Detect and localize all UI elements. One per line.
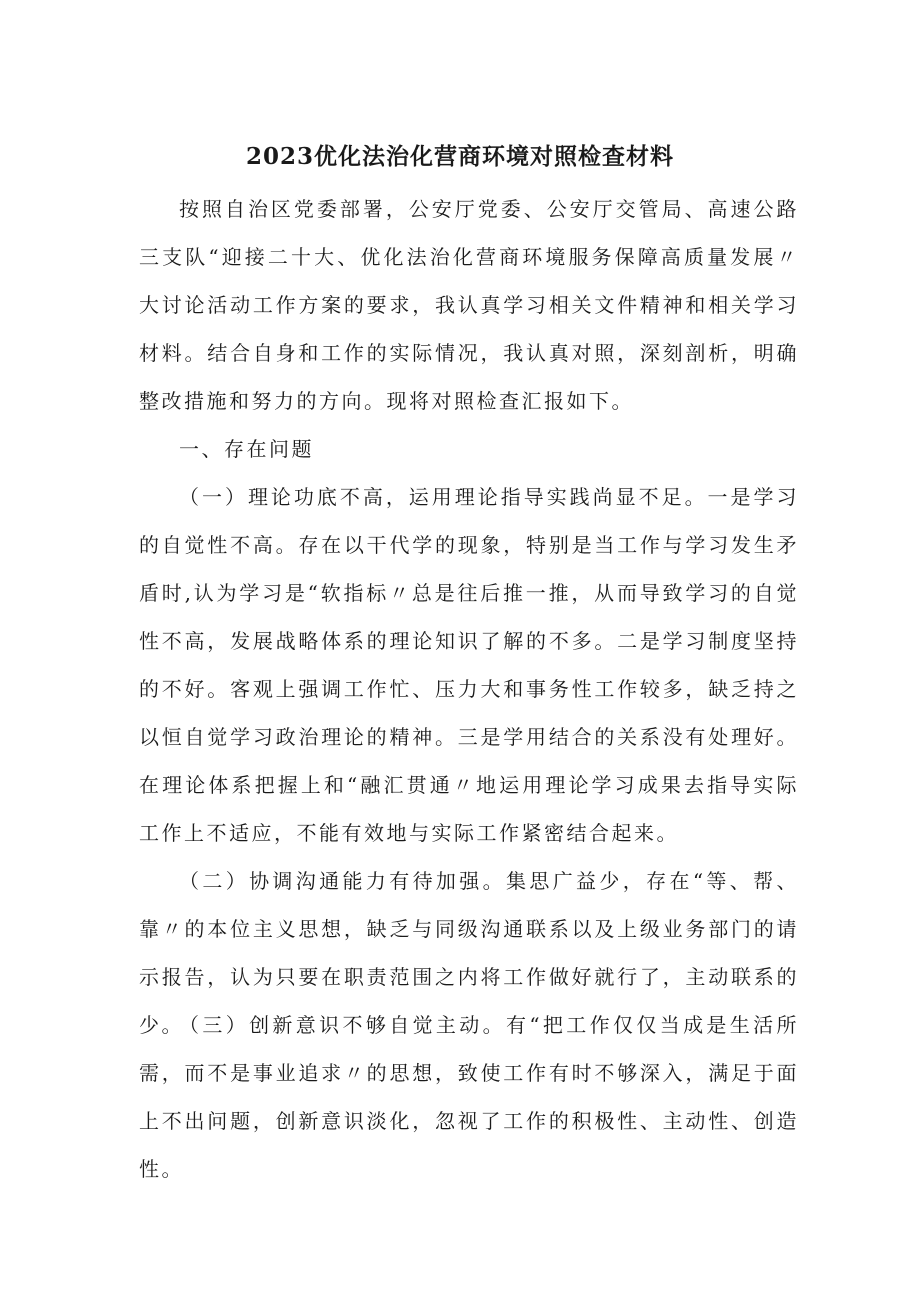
document-title: 2023优化法治化营商环境对照检查材料 (245, 143, 674, 170)
paragraph-theory: （一）理论功底不高，运用理论指导实践尚显不足。一是学习的自觉性不高。存在以干代学的现象，特别是当工作与学习发生矛盾时,认为学习是“软指标〃总是往后推一推，从而导致学习的自觉性不高，发展战略体系的理论知识了解的不多。二是学习制度坚持的不好。客观上强调工作忙、压力大和事务性工作较多，缺乏持之以恒自觉学习政治理论的精神。三是学用结合的关系没有处理好。在理论体系把握上和“融汇贯通〃地运用理论学习成果去指导实际工作上不适应，不能有效地与实际工作紧密结合起来。 (139, 485, 799, 845)
paragraph-innovation: （三）创新意识不够自觉主动。有“把工作仅仅当成是生活所需，而不是事业追求〃的思想，致使工作有时不够深入，满足于面上不出问题，创新意识淡化，忽视了工作的积极性、主动性、创造性。 (139, 1013, 799, 1181)
intro-paragraph: 按照自治区党委部署，公安厅党委、公安厅交管局、高速公路三支队“迎接二十大、优化法治化营商环境服务保障高质量发展〃大讨论活动工作方案的要求，我认真学习相关文件精神和相关学习材料。结合自身和工作的实际情况，我认真对照，深刻剖析，明确整改措施和努力的方向。现将对照检查汇报如下。 (139, 197, 799, 413)
paragraph-communication: （二）协调沟通能力有待加强。集思广益少，存在“等、帮、靠〃的本位主义思想，缺乏与同级沟通联系以及上级业务部门的请示报告，认为只要在职责范围之内将工作做好就行了，主动联系的少。 (139, 869, 799, 1037)
section-heading-problems: 一、存在问题 (179, 437, 314, 461)
